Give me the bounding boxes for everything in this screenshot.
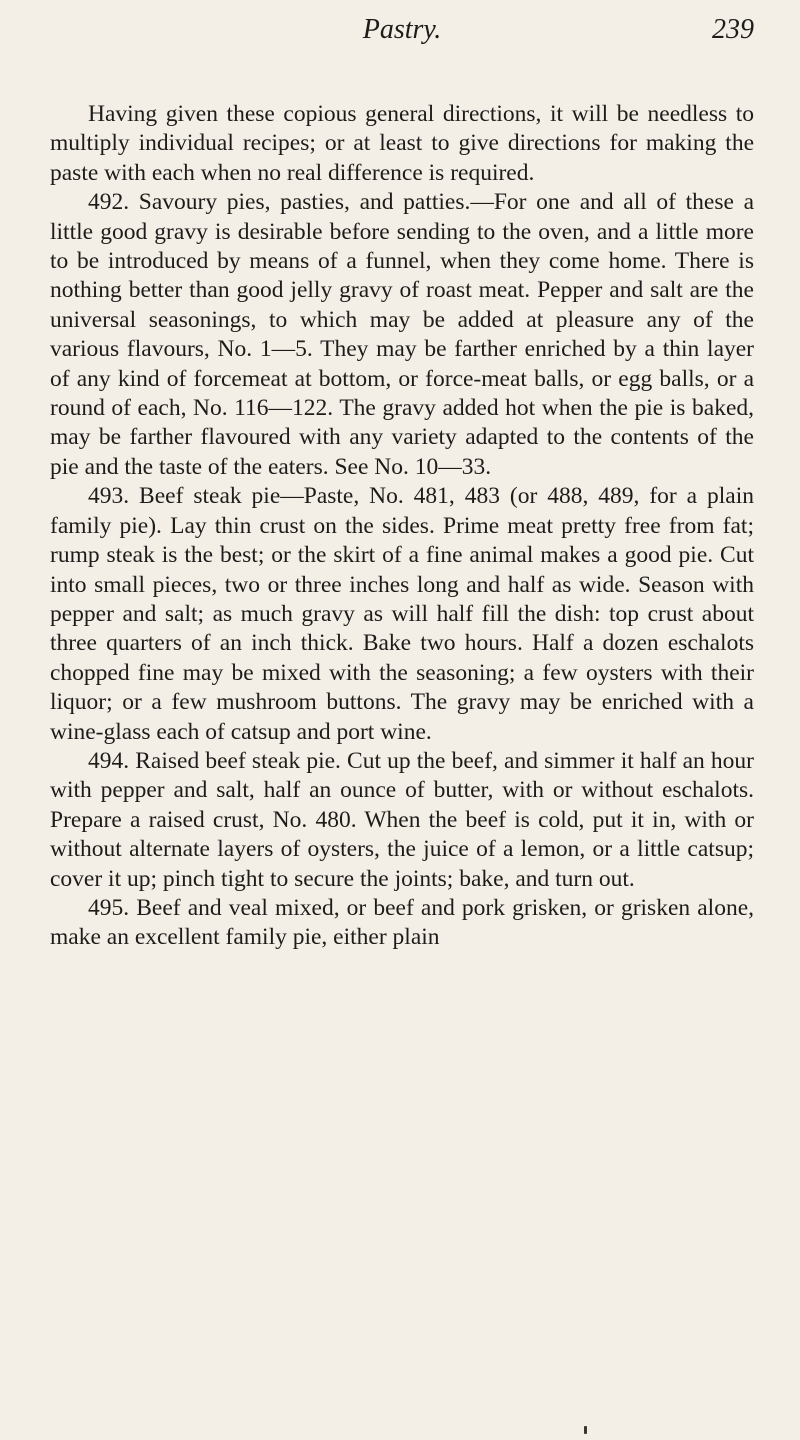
page-number: 239 bbox=[712, 14, 754, 45]
paragraph-intro: Having given these copious general directions, it will be needless to multiply individual recipes; or at least to give directions for making the paste with each when no real difference is required. bbox=[50, 101, 754, 186]
running-header bbox=[50, 14, 754, 54]
body-text bbox=[50, 100, 754, 953]
paragraph-495-beef-and-veal: 495. Beef and veal mixed, or beef and pork grisken, or grisken alone, make an excellent family pie, either plain bbox=[50, 894, 754, 951]
paragraph-493-beef-steak-pie: 493. Beef steak pie—Paste, No. 481, 483 (or 488, 489, for a plain family pie). Lay thin crust on the sides. Prime meat pretty free from fat; rump steak is the best; or the skirt of a fine animal makes a good pie. Cut into small pieces, two or three inches long and half as wide. Season with pepper and salt; as much gravy as will half fill the dish: top crust about three quarters of an inch thick. Bake two hours. Half a dozen eschalots chopped fine may be mixed with the seasoning; a few oysters with their liquor; or a few mushroom buttons. The gravy may be enriched with a wine-glass each of catsup and port wine. bbox=[50, 483, 754, 745]
printer-mark bbox=[584, 1426, 587, 1434]
book-page bbox=[0, 14, 800, 1440]
paragraph-494-raised-beef-steak-pie: 494. Raised beef steak pie. Cut up the beef, and simmer it half an hour with pepper and salt, half an ounce of butter, with or without eschalots. Prepare a raised crust, No. 480. When the beef is cold, put it in, with or without alternate layers of oysters, the juice of a lemon, or a little catsup; cover it up; pinch tight to secure the joints; bake, and turn out. bbox=[50, 747, 754, 892]
running-title: Pastry. bbox=[362, 14, 442, 45]
paragraph-492-savoury-pies: 492. Savoury pies, pasties, and patties.—For one and all of these a little good gravy is desirable before sending to the oven, and a little more to be introduced by means of a funnel, when they come home. There is nothing better than good jelly gravy of roast meat. Pepper and salt are the universal seasonings, to which may be added at pleasure any of the various flavours, No. 1—5. They may be farther enriched by a thin layer of any kind of forcemeat at bottom, or force-meat balls, or egg balls, or a round of each, No. 116—122. The gravy added hot when the pie is baked, may be farther flavoured with any variety adapted to the contents of the pie and the taste of the eaters. See No. 10—33. bbox=[50, 189, 754, 480]
